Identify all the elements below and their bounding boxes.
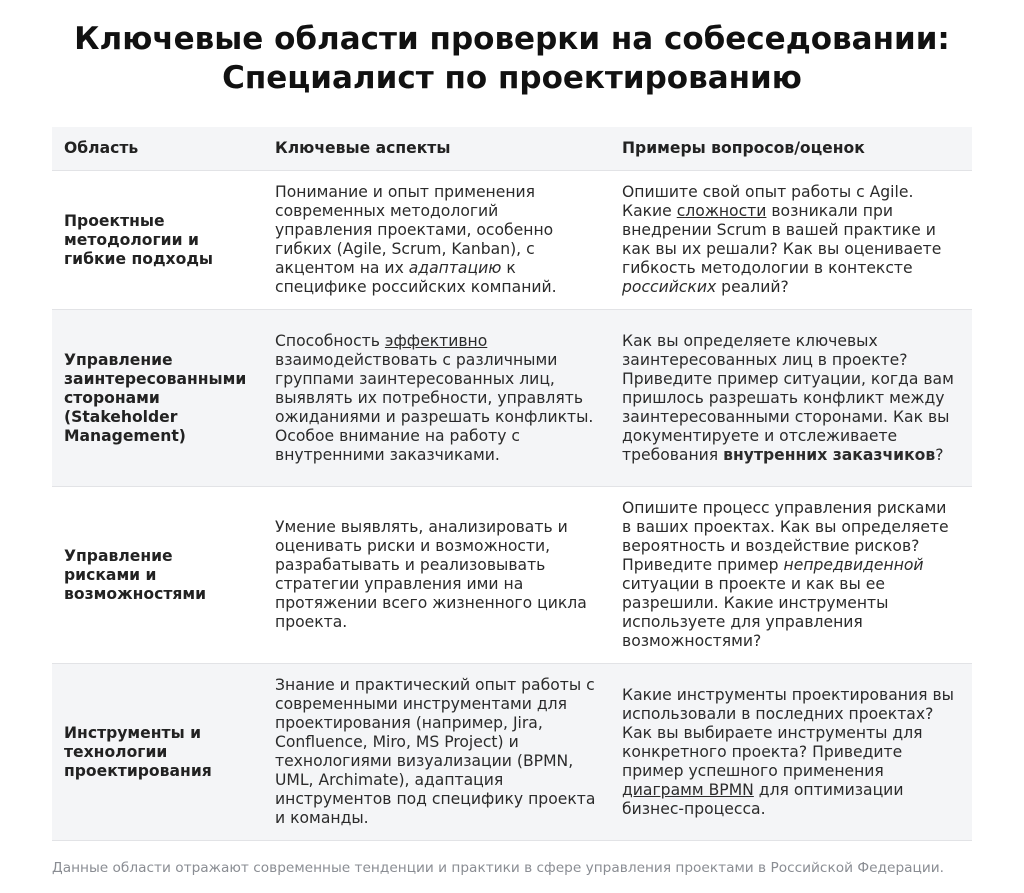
questions-strong: внутренних заказчиков [723, 445, 936, 464]
table-row [52, 487, 972, 664]
questions-underline: сложности [676, 202, 767, 220]
aspects-cell [263, 487, 610, 664]
questions-text: Какие инструменты проектирования вы использовали в последних проектах? Как вы выбираете инструменты для конкретного проекта? Приведите пример успешного применения [622, 685, 954, 780]
interview-areas-table [52, 127, 972, 841]
questions-text: Опишите процесс управления рисками в ваших проектах. Как вы определяете вероятность и воздействие рисков? Приведите пример [622, 499, 949, 574]
questions-underline: диаграмм BPMN [622, 780, 754, 799]
questions-text: Опишите свой опыт работы с Agile. Какие [622, 183, 914, 220]
aspects-cell [263, 664, 610, 841]
questions-text: Как вы определяете ключевых заинтересованных лиц в проекте? Приведите пример ситуации, когда вам пришлось разрешать конфликт между заинтересованными сторонами. Как вы документируете и отслеживаете требования [622, 331, 954, 464]
questions-text: ? [935, 445, 944, 464]
questions-cell [610, 171, 972, 310]
title-line-1: Ключевые области проверки на собеседовании: [74, 21, 950, 57]
table-row [52, 664, 972, 841]
aspects-text: к специфике российских компаний. [275, 259, 557, 296]
table-row [52, 310, 972, 487]
column-header-aspects: Ключевые аспекты [263, 127, 610, 171]
aspects-text: Умение выявлять, анализировать и оценивать риски и возможности, разрабатывать и реализовывать стратегии управления ими на протяжении всего жизненного цикла проекта. [275, 518, 587, 631]
questions-emphasis: непредвиденной [783, 556, 924, 574]
area-cell: Инструменты и технологии проектирования [52, 664, 263, 841]
column-header-area: Область [52, 127, 263, 171]
area-cell: Управление заинтересованными сторонами (Stakeholder Management) [52, 310, 263, 487]
aspects-underline: эффективно [384, 331, 488, 350]
aspects-cell [263, 171, 610, 310]
area-cell: Управление рисками и возможностями [52, 487, 263, 664]
questions-cell [610, 310, 972, 487]
questions-cell [610, 487, 972, 664]
table-row [52, 171, 972, 310]
questions-text: возникали при внедрении Scrum в вашей практике и как вы их решали? Как вы оцениваете гибкость методологии в контексте [622, 202, 942, 277]
column-header-questions: Примеры вопросов/оценок [610, 127, 972, 171]
aspects-text: Знание и практический опыт работы с современными инструментами для проектирования (например, Jira, Confluence, Miro, MS Project) и технологиями визуализации (BPMN, UML, Archimate), адаптация инструментов под специфику проекта и команды. [275, 676, 596, 827]
questions-text: для оптимизации бизнес-процесса. [622, 780, 904, 818]
page-title [0, 20, 1024, 98]
aspects-text: Понимание и опыт применения современных методологий управления проектами, особенно гибких (Agile, Scrum, Kanban), с акцентом на их [275, 183, 554, 277]
questions-emphasis: российских [622, 278, 717, 296]
questions-cell [610, 664, 972, 841]
table-header-row [52, 127, 972, 171]
aspects-cell [263, 310, 610, 487]
footnote: Данные области отражают современные тенденции и практики в сфере управления проектами в Российской Федерации. [52, 860, 944, 876]
questions-text: реалий? [716, 278, 789, 296]
questions-text: ситуации в проекте и как вы ее разрешили. Какие инструменты используете для управления возможностями? [622, 575, 889, 650]
aspects-text: взаимодействовать с различными группами заинтересованных лиц, выявлять их потребности, управлять ожиданиями и разрешать конфликты. Особое внимание на работу с внутренними заказчиками. [275, 350, 594, 464]
aspects-text: Способность [275, 331, 385, 350]
aspects-emphasis: адаптацию [408, 259, 502, 277]
title-line-2: Специалист по проектированию [222, 60, 802, 96]
area-cell: Проектные методологии и гибкие подходы [52, 171, 263, 310]
